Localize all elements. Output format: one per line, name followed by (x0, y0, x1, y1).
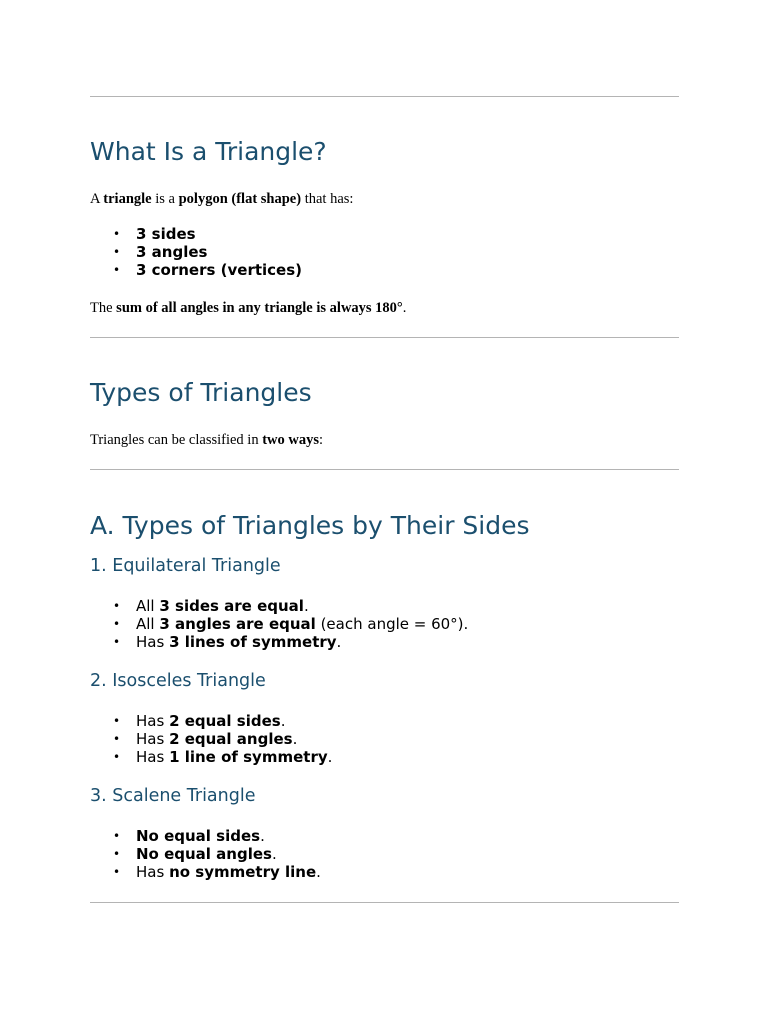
list-item: • Has 2 equal sides. (136, 712, 332, 730)
heading-equilateral: 1. Equilateral Triangle (90, 556, 281, 576)
list-item: • No equal sides. (136, 827, 321, 845)
list-item: • Has 3 lines of symmetry. (136, 633, 468, 651)
angle-sum-note: The sum of all angles in any triangle is always 180°. (90, 300, 407, 316)
divider (90, 337, 679, 338)
section-title-types: Types of Triangles (90, 378, 312, 407)
triangle-properties-list (136, 225, 302, 280)
list-item: • Has no symmetry line. (136, 863, 321, 881)
isosceles-list (136, 712, 332, 767)
list-item: • Has 1 line of symmetry. (136, 748, 332, 766)
equilateral-list (136, 597, 468, 652)
list-item: • All 3 sides are equal. (136, 597, 468, 615)
scalene-list (136, 827, 321, 882)
list-item: • No equal angles. (136, 845, 321, 863)
classification-intro: Triangles can be classified in two ways: (90, 432, 324, 448)
section-title-what-is-triangle: What Is a Triangle? (90, 137, 327, 166)
list-item: • All 3 angles are equal (each angle = 60°). (136, 615, 468, 633)
triangle-definition: A triangle is a polygon (flat shape) that has: (90, 191, 354, 207)
divider (90, 469, 679, 470)
list-item: • Has 2 equal angles. (136, 730, 332, 748)
heading-isosceles: 2. Isosceles Triangle (90, 671, 266, 691)
heading-scalene: 3. Scalene Triangle (90, 786, 256, 806)
divider (90, 96, 679, 97)
list-item: • 3 sides (136, 225, 302, 243)
section-title-by-sides: A. Types of Triangles by Their Sides (90, 511, 530, 540)
list-item: • 3 angles (136, 243, 302, 261)
divider (90, 902, 679, 903)
list-item: • 3 corners (vertices) (136, 261, 302, 279)
